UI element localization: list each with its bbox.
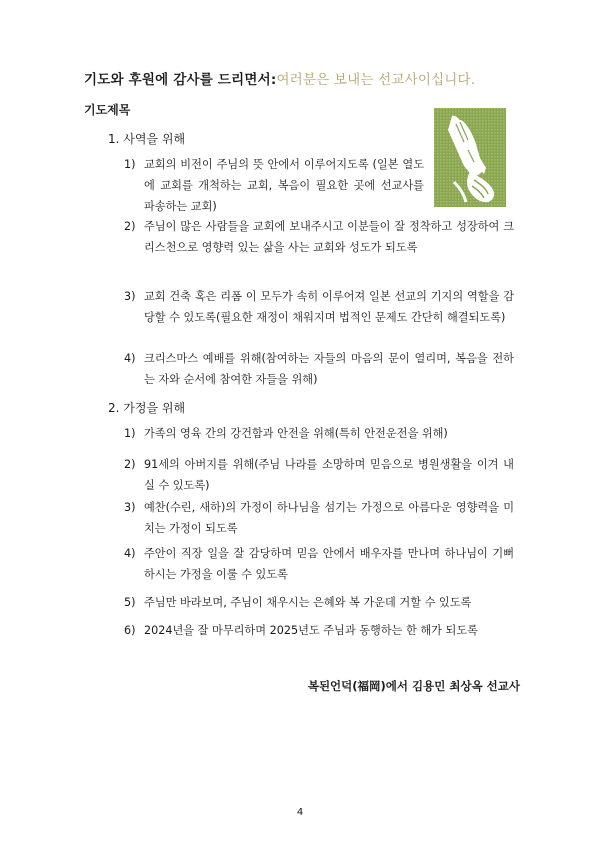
item-number: 3) <box>124 501 136 514</box>
list-item <box>124 454 514 496</box>
section-label: 1. 사역을 위해 <box>108 132 186 146</box>
title-main: 기도와 후원에 감사를 드리면서: <box>84 72 277 88</box>
title-sub: 여러분은 보내는 선교사이십니다. <box>276 72 476 88</box>
page-number: 4 <box>296 807 304 818</box>
item-number: 2) <box>124 458 136 471</box>
item-number: 6) <box>124 624 136 637</box>
section-heading: 기도제목 <box>84 103 131 117</box>
list-item <box>124 543 514 585</box>
list-item <box>124 620 514 641</box>
item-text: 91세의 아버지를 위해(주님 나라를 소망하며 믿음으로 병원생활을 이겨 내실 수 있도록) <box>144 458 514 492</box>
signature: 복된언덕(福岡)에서 김용민 최상옥 선교사 <box>307 679 520 693</box>
list-item <box>124 216 514 258</box>
item-text: 교회의 비전이 주님의 뜻 안에서 이루어지도록 (일본 열도에 교회를 개척하는 교회, 복음이 필요한 곳에 선교사를 파송하는 교회) <box>144 158 424 213</box>
item-text: 예찬(수린, 새하)의 가정이 하나님을 섬기는 가정으로 아름다운 영향력을 미치는 가정이 되도록 <box>144 501 514 535</box>
item-text: 교회 건축 혹은 리폼 이 모두가 속히 이루어져 일본 선교의 기지의 역할을 감당할 수 있도록(필요한 재정이 채워지며 법적인 문제도 간단히 해결되도록) <box>144 290 514 324</box>
item-text: 주안이 직장 일을 잘 감당하며 믿음 안에서 배우자를 만나며 하나님이 기뻐하시는 가정을 이룰 수 있도록 <box>144 547 514 581</box>
item-number: 2) <box>124 220 136 233</box>
praying-hands-icon <box>434 108 506 207</box>
item-text: 주님만 바라보며, 주님이 채우시는 은혜와 복 가운데 거할 수 있도록 <box>144 596 472 609</box>
item-text: 크리스마스 예배를 위해(참여하는 자들의 마음의 문이 열리며, 복음을 전하는 자와 순서에 참여한 자들을 위해) <box>144 352 514 386</box>
list-item <box>124 423 514 444</box>
item-number: 1) <box>124 427 136 440</box>
item-text: 2024년을 잘 마무리하며 2025년도 주님과 동행하는 한 해가 되도록 <box>144 624 478 637</box>
item-number: 1) <box>124 158 136 171</box>
item-text: 주님이 많은 사람들을 교회에 보내주시고 이분들이 잘 정착하고 성장하여 크리스천으로 영향력 있는 삶을 사는 교회와 성도가 되도록 <box>144 220 514 254</box>
item-number: 3) <box>124 290 136 303</box>
section-label: 2. 가정을 위해 <box>108 401 186 415</box>
list-item <box>124 497 514 539</box>
list-item <box>124 592 514 613</box>
item-number: 4) <box>124 352 136 365</box>
page-title <box>84 68 475 88</box>
item-number: 4) <box>124 547 136 560</box>
list-item <box>124 286 514 328</box>
list-item <box>124 154 424 217</box>
item-text: 가족의 영육 간의 강건함과 안전을 위해(특히 안전운전을 위해) <box>144 427 448 440</box>
list-item <box>124 348 514 390</box>
item-number: 5) <box>124 596 136 609</box>
